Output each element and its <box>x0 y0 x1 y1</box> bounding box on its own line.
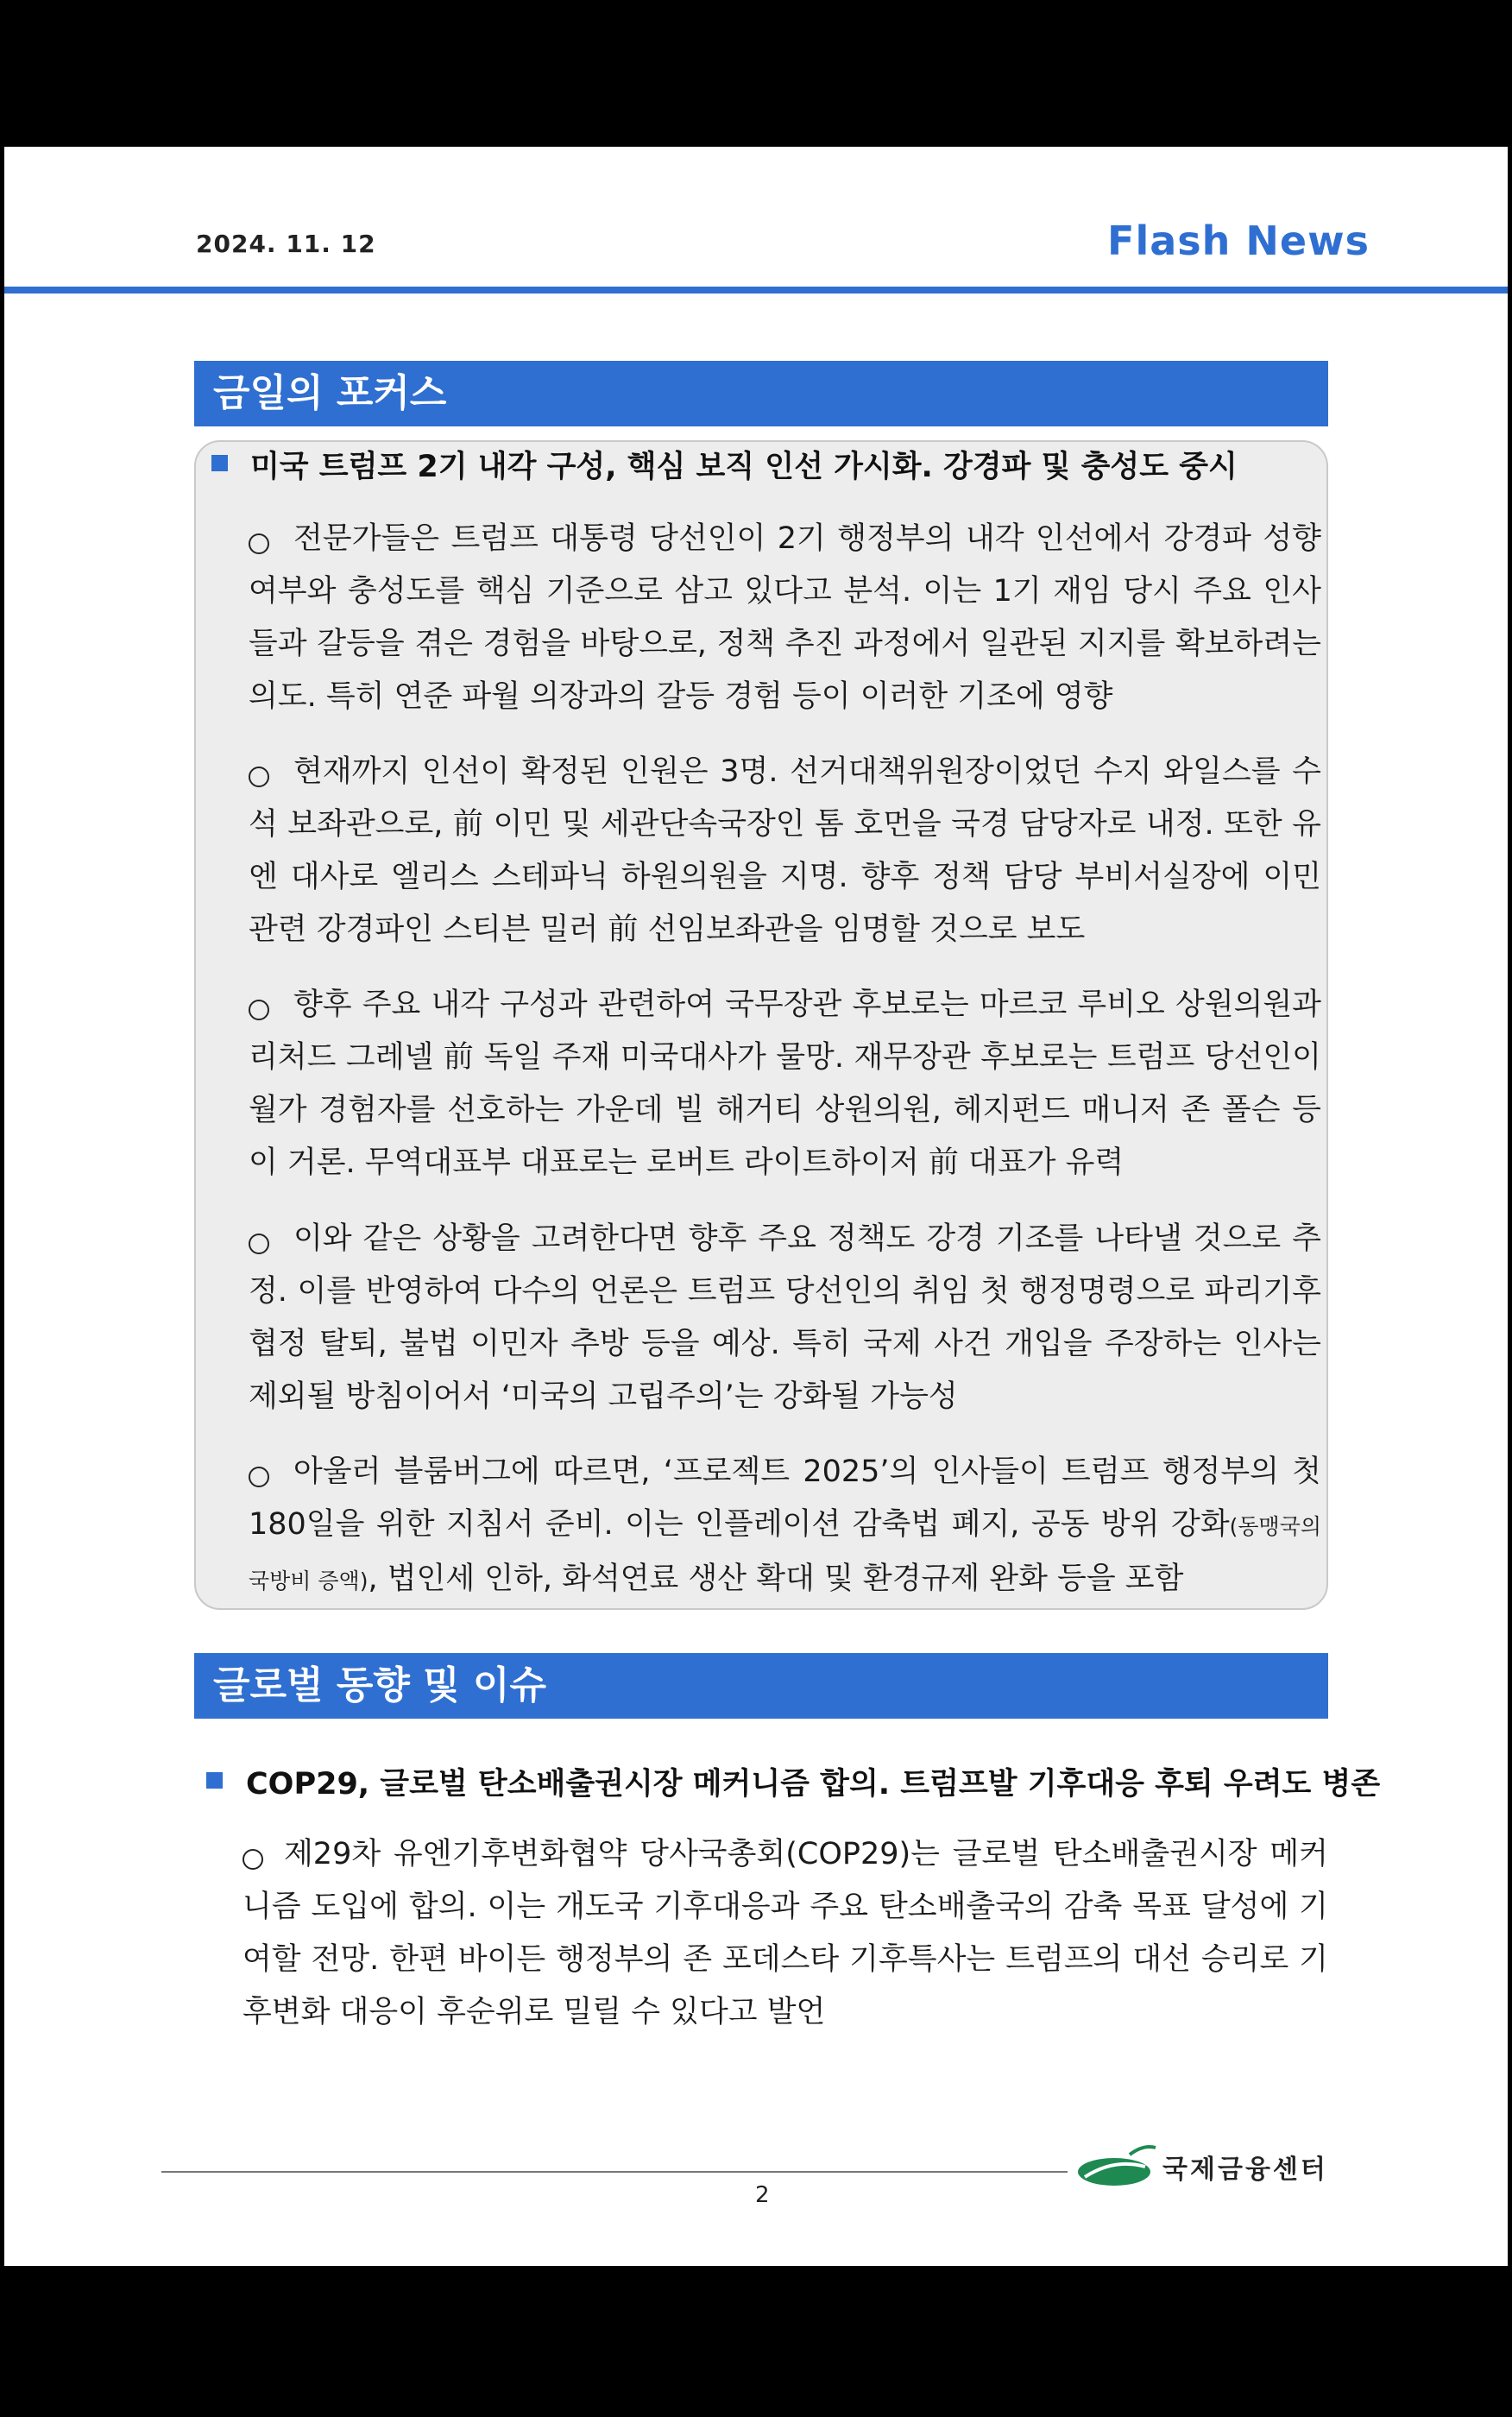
page-number: 2 <box>755 2182 770 2208</box>
org-name: 국제금융센터 <box>1162 2155 1328 2185</box>
bullet-square-icon <box>211 455 228 471</box>
focus-headline: 미국 트럼프 2기 내각 구성, 핵심 보직 인선 가시화. 강경파 및 충성도 중시 <box>250 450 1238 484</box>
focus-paragraph: 이와 같은 상황을 고려한다면 향후 주요 정책도 강경 기조를 나타낼 것으로 추정. 이를 반영하여 다수의 언론은 트럼프 당선인의 취임 첫 행정명령으로 파리기후협정 탈퇴, 불법 이민자 추방 등을 예상. 특히 국제 사건 개입을 주장하는 인사는 제외될 방침이어서 ‘미국의 고립주의’는 강화될 가능성 <box>249 1221 1321 1414</box>
global-paragraph: 제29차 유엔기후변화협약 당사국총회(COP29)는 글로벌 탄소배출권시장 메커니즘 도입에 합의. 이는 개도국 기후대응과 주요 탄소배출국의 감축 목표 달성에 기여할 전망. 한편 바이든 행정부의 존 포데스타 기후특사는 트럼프의 대선 승리로 기후변화 대응이 후순위로 밀릴 수 있다고 발언 <box>243 1837 1328 2029</box>
focus-paragraph: 향후 주요 내각 구성과 관련하여 국무장관 후보로는 마르코 루비오 상원의원과 리처드 그레넬 前 독일 주재 미국대사가 물망. 재무장관 후보로는 트럼프 당선인이 월가 경험자를 선호하는 가운데 빌 해거티 상원의원, 헤지펀드 매니저 존 폴슨 등이 거론. 무역대표부 대표로는 로버트 라이트하이저 前 대표가 유력 <box>249 988 1321 1180</box>
footer-rule <box>161 2171 1068 2173</box>
focus-paragraph: 현재까지 인선이 확정된 인원은 3명. 선거대책위원장이었던 수지 와일스를 수석 보좌관으로, 前 이민 및 세관단속국장인 톰 호먼을 국경 담당자로 내정. 또한 유엔 대사로 엘리스 스테파닉 하원의원을 지명. 향후 정책 담당 부비서실장에 이민 관련 강경파인 스티븐 밀러 前 선임보좌관을 임명할 것으로 보도 <box>249 754 1321 947</box>
focus-section-title: 금일의 포커스 <box>194 361 1328 426</box>
focus-paragraph: 전문가들은 트럼프 대통령 당선인이 2기 행정부의 내각 인선에서 강경파 성향 여부와 충성도를 핵심 기준으로 삼고 있다고 분석. 이는 1기 재임 당시 주요 인사들과 갈등을 겪은 경험을 바탕으로, 정책 추진 과정에서 일관된 지지를 확보하려는 의도. 특히 연준 파월 의장과의 갈등 경험 등이 이러한 기조에 영향 <box>249 521 1321 714</box>
global-headline: COP29, 글로벌 탄소배출권시장 메커니즘 합의. 트럼프발 기후대응 후퇴 우려도 병존 <box>246 1767 1381 1802</box>
focus-paragraph-tail: , 법인세 인하, 화석연료 생산 확대 및 환경규제 완화 등을 포함 <box>368 1562 1184 1596</box>
report-date: 2024. 11. 12 <box>196 230 376 258</box>
brand-title: Flash News <box>1107 218 1370 264</box>
kcif-logo-icon <box>1076 2142 1159 2189</box>
focus-paragraph-note: (동맹국의 국방비 증액) <box>249 1514 1321 1593</box>
header-rule <box>4 287 1508 293</box>
page <box>4 147 1508 2266</box>
focus-paragraph <box>249 1446 1321 1607</box>
bullet-square-icon <box>206 1772 223 1789</box>
focus-paragraph-main: 아울러 블룸버그에 따르면, ‘프로젝트 2025’의 인사들이 트럼프 행정부의 첫 180일을 위한 지침서 준비. 이는 인플레이션 감축법 폐지, 공동 방위 강화 <box>249 1455 1321 1542</box>
global-section-title: 글로벌 동향 및 이슈 <box>194 1653 1328 1719</box>
